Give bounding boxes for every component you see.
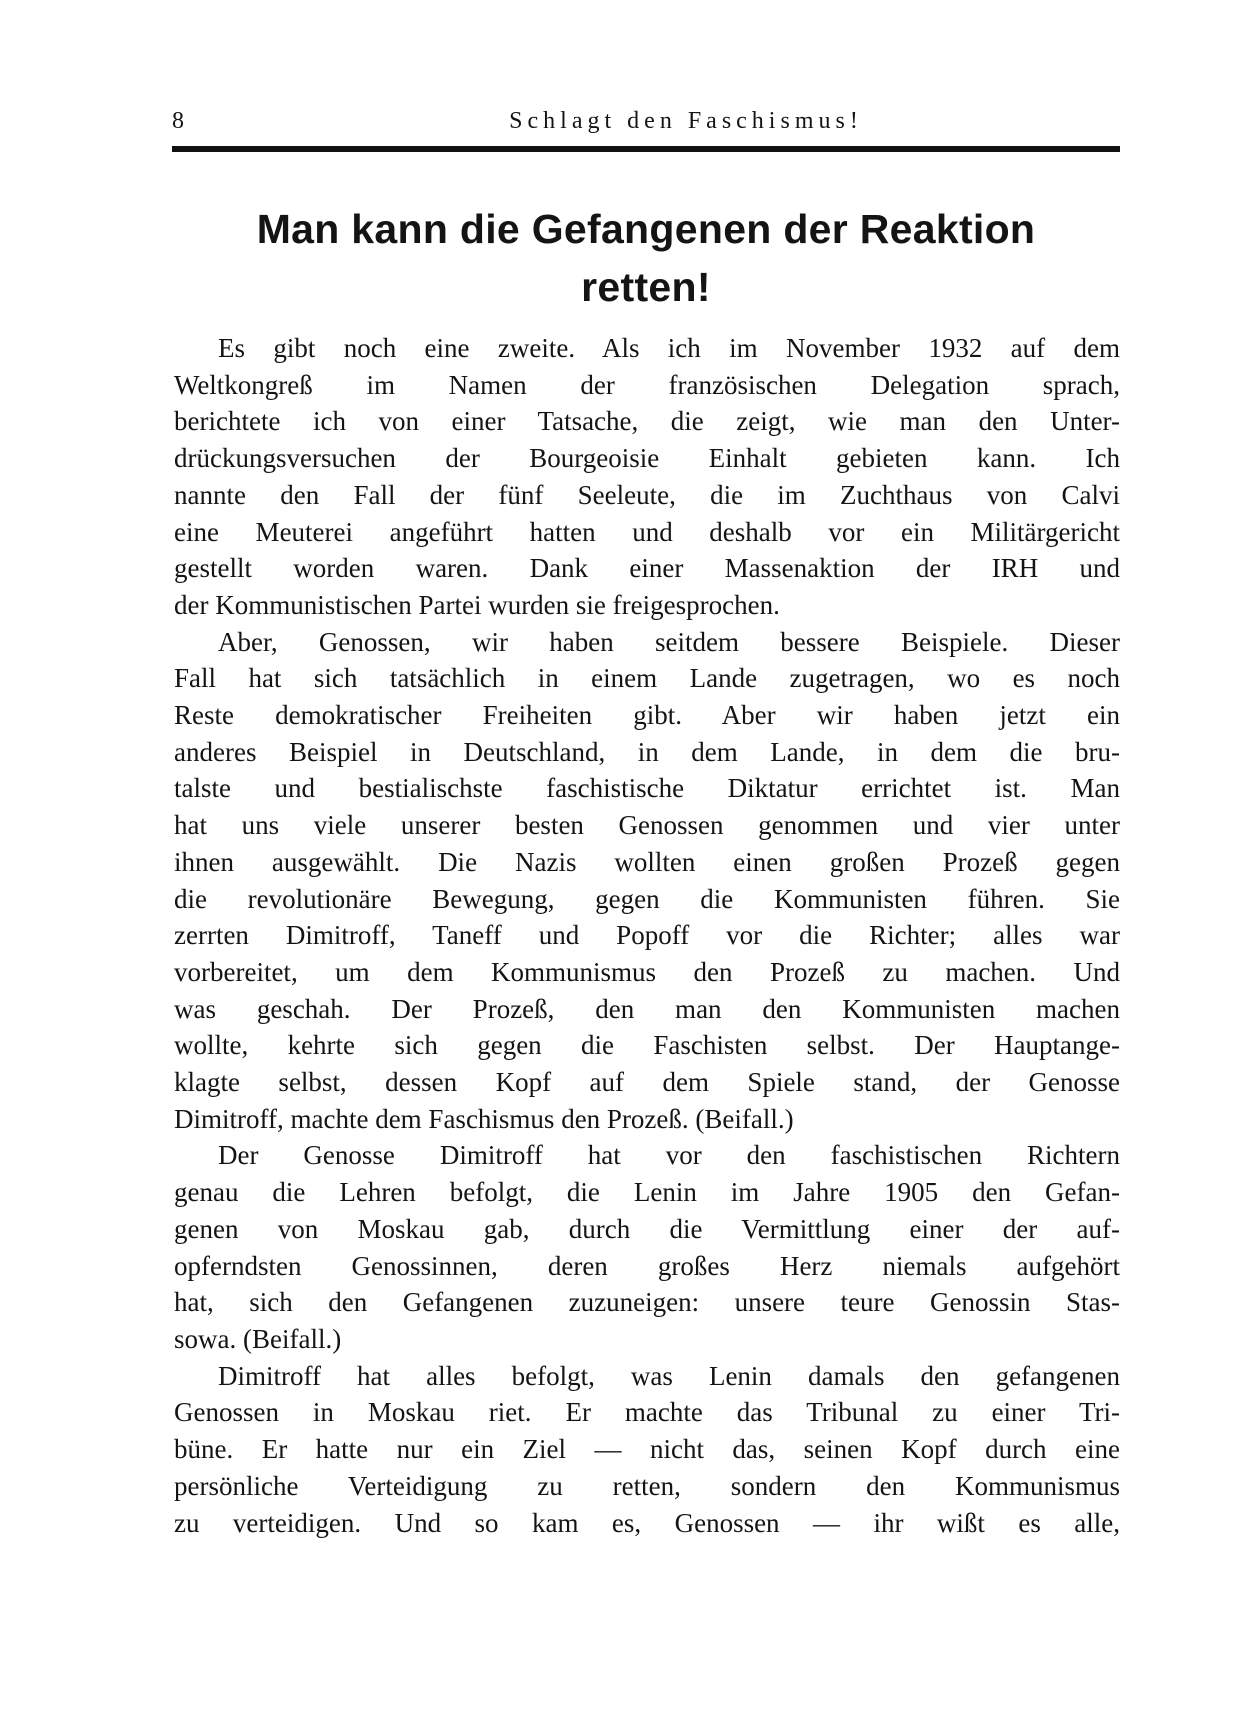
body-line: genau die Lehren befolgt, die Lenin im Jahre 1905 den Gefan- xyxy=(174,1177,1120,1208)
body-line: Fall hat sich tatsächlich in einem Lande zugetragen, wo es noch xyxy=(174,663,1120,694)
body-line: genen von Moskau gab, durch die Vermittlung einer der auf- xyxy=(174,1213,1120,1244)
body-line: zu verteidigen. Und so kam es, Genossen — ihr wißt es alle, xyxy=(174,1507,1120,1538)
body-line: büne. Er hatte nur ein Ziel — nicht das, seinen Kopf durch eine xyxy=(174,1434,1120,1465)
chapter-title-line-1: Man kann die Gefangenen der Reaktion xyxy=(256,206,1036,252)
body-line: Dimitroff hat alles befolgt, was Lenin damals den gefangenen xyxy=(218,1360,1120,1391)
body-line: klagte selbst, dessen Kopf auf dem Spiele stand, der Genosse xyxy=(174,1067,1120,1098)
body-line: sowa. (Beifall.) xyxy=(174,1323,342,1354)
body-line: wollte, kehrte sich gegen die Faschisten selbst. Der Hauptange- xyxy=(174,1030,1120,1061)
body-line: der Kommunistischen Partei wurden sie freigesprochen. xyxy=(174,589,780,620)
body-line: was geschah. Der Prozeß, den man den Kommunisten machen xyxy=(174,993,1120,1024)
body-line: drückungsversuchen der Bourgeoisie Einhalt gebieten kann. Ich xyxy=(174,443,1120,474)
body-line: hat uns viele unserer besten Genossen genommen und vier unter xyxy=(174,810,1120,841)
body-line: anderes Beispiel in Deutschland, in dem Lande, in dem die bru- xyxy=(174,736,1120,767)
body-line: Es gibt noch eine zweite. Als ich im November 1932 auf dem xyxy=(218,333,1120,363)
body-line: eine Meuterei angeführt hatten und deshalb vor ein Militärgericht xyxy=(174,516,1120,547)
body-line: zerrten Dimitroff, Taneff und Popoff vor die Richter; alles war xyxy=(174,920,1120,951)
page-number: 8 xyxy=(172,108,184,134)
body-line: gestellt worden waren. Dank einer Massenaktion der IRH und xyxy=(174,553,1120,584)
page-header xyxy=(172,108,1120,142)
body-line: berichtete ich von einer Tatsache, die zeigt, wie man den Unter- xyxy=(174,406,1120,437)
body-line: Aber, Genossen, wir haben seitdem bessere Beispiele. Dieser xyxy=(218,626,1120,657)
body-text xyxy=(174,330,1120,1541)
body-line: ihnen ausgewählt. Die Nazis wollten einen großen Prozeß gegen xyxy=(174,846,1120,877)
body-line: hat, sich den Gefangenen zuzuneigen: unsere teure Genossin Stas- xyxy=(174,1287,1120,1318)
chapter-title xyxy=(172,200,1120,316)
body-line: die revolutionäre Bewegung, gegen die Kommunisten führen. Sie xyxy=(174,883,1120,914)
chapter-title-line-2: retten! xyxy=(581,264,711,310)
body-line: nannte den Fall der fünf Seeleute, die im Zuchthaus von Calvi xyxy=(174,479,1120,510)
header-rule xyxy=(172,146,1120,152)
body-line: talste und bestialischste faschistische Diktatur errichtet ist. Man xyxy=(174,773,1120,804)
body-line: Weltkongreß im Namen der französischen Delegation sprach, xyxy=(174,369,1120,400)
body-line: persönliche Verteidigung zu retten, sondern den Kommunismus xyxy=(174,1470,1120,1501)
body-line: Genossen in Moskau riet. Er machte das Tribunal zu einer Tri- xyxy=(174,1397,1120,1428)
body-line: Der Genosse Dimitroff hat vor den faschistischen Richtern xyxy=(218,1140,1120,1171)
body-line: Dimitroff, machte dem Faschismus den Prozeß. (Beifall.) xyxy=(174,1103,794,1134)
body-line: Reste demokratischer Freiheiten gibt. Aber wir haben jetzt ein xyxy=(174,700,1120,731)
running-title: Schlagt den Faschismus! xyxy=(509,108,863,134)
body-line: opferndsten Genossinnen, deren großes Herz niemals aufgehört xyxy=(174,1250,1120,1281)
body-line: vorbereitet, um dem Kommunismus den Prozeß zu machen. Und xyxy=(174,956,1120,987)
